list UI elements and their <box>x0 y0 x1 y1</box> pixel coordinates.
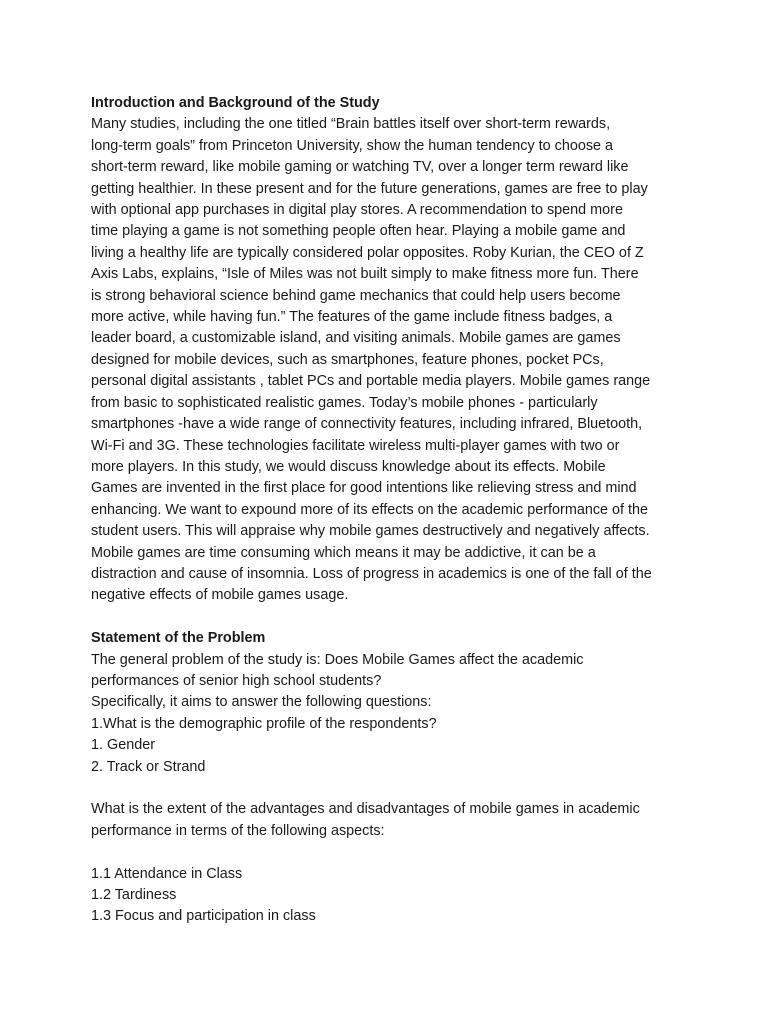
paragraph-line: short-term reward, like mobile gaming or watching TV, over a longer term reward like <box>91 159 629 176</box>
paragraph-line: Wi-Fi and 3G. These technologies facilitate wireless multi-player games with two or <box>91 437 620 454</box>
paragraph-line: performances of senior high school students? <box>91 672 382 689</box>
paragraph-line: is strong behavioral science behind game mechanics that could help users become <box>91 287 621 304</box>
paragraph-line: performance in terms of the following aspects: <box>91 822 385 839</box>
section-heading-introduction: Introduction and Background of the Study <box>91 95 380 111</box>
aspects-list <box>91 864 688 928</box>
paragraph-line: student users. This will appraise why mobile games destructively and negatively affects. <box>91 523 650 540</box>
paragraph-spacer <box>91 842 688 863</box>
list-item: 1.1 Attendance in Class <box>91 865 243 882</box>
list-item: 1.What is the demographic profile of the respondents? <box>91 715 437 732</box>
paragraph-line: from basic to sophisticated realistic games. Today’s mobile phones - particularly <box>91 394 598 411</box>
paragraph-line: getting healthier. In these present and for the future generations, games are free to play <box>91 180 648 197</box>
paragraph-line: personal digital assistants , tablet PCs and portable media players. Mobile games range <box>91 373 651 390</box>
paragraph-line: The general problem of the study is: Does Mobile Games affect the academic <box>91 651 584 668</box>
section-heading-statement-of-problem: Statement of the Problem <box>91 630 266 647</box>
paragraph-line: living a healthy life are typically considered polar opposites. Roby Kurian, the CEO of Z <box>91 244 644 261</box>
list-item: 1.2 Tardiness <box>91 886 177 903</box>
list-item: 2. Track or Strand <box>91 758 206 775</box>
paragraph-line: Mobile games are time consuming which means it may be addictive, it can be a <box>91 544 596 561</box>
paragraph-line: designed for mobile devices, such as smartphones, feature phones, pocket PCs, <box>91 351 604 368</box>
list-item: 1. Gender <box>91 737 155 754</box>
paragraph-spacer <box>91 607 688 628</box>
paragraph-line: enhancing. We want to expound more of its effects on the academic performance of the <box>91 501 649 518</box>
paragraph-line: distraction and cause of insomnia. Loss of progress in academics is one of the fall of the <box>91 565 652 582</box>
paragraph-line: leader board, a customizable island, and visiting animals. Mobile games are games <box>91 330 621 347</box>
problem-paragraph <box>91 650 688 778</box>
paragraph-line: Specifically, it aims to answer the following questions: <box>91 694 432 711</box>
paragraph-line: smartphones -have a wide range of connectivity features, including infrared, Bluetooth, <box>91 416 643 433</box>
paragraph-line: What is the extent of the advantages and disadvantages of mobile games in academic <box>91 801 640 818</box>
paragraph-line: negative effects of mobile games usage. <box>91 587 349 604</box>
paragraph-spacer <box>91 778 688 799</box>
paragraph-line: time playing a game is not something people often hear. Playing a mobile game and <box>91 223 626 240</box>
paragraph-line: Many studies, including the one titled “Brain battles itself over short-term rewards, <box>91 116 611 133</box>
paragraph-line: more players. In this study, we would discuss knowledge about its effects. Mobile <box>91 458 606 475</box>
paragraph-line: Games are invented in the first place for good intentions like relieving stress and mind <box>91 480 637 497</box>
paragraph-line: Axis Labs, explains, “Isle of Miles was not built simply to make fitness more fun. There <box>91 266 639 283</box>
paragraph-line: with optional app purchases in digital play stores. A recommendation to spend more <box>91 202 623 219</box>
paragraph-line: more active, while having fun.” The features of the game include fitness badges, a <box>91 309 613 326</box>
introduction-paragraph <box>91 114 688 606</box>
paragraph-line: long-term goals” from Princeton University, show the human tendency to choose a <box>91 137 614 154</box>
list-item: 1.3 Focus and participation in class <box>91 908 316 925</box>
question-paragraph <box>91 799 688 842</box>
